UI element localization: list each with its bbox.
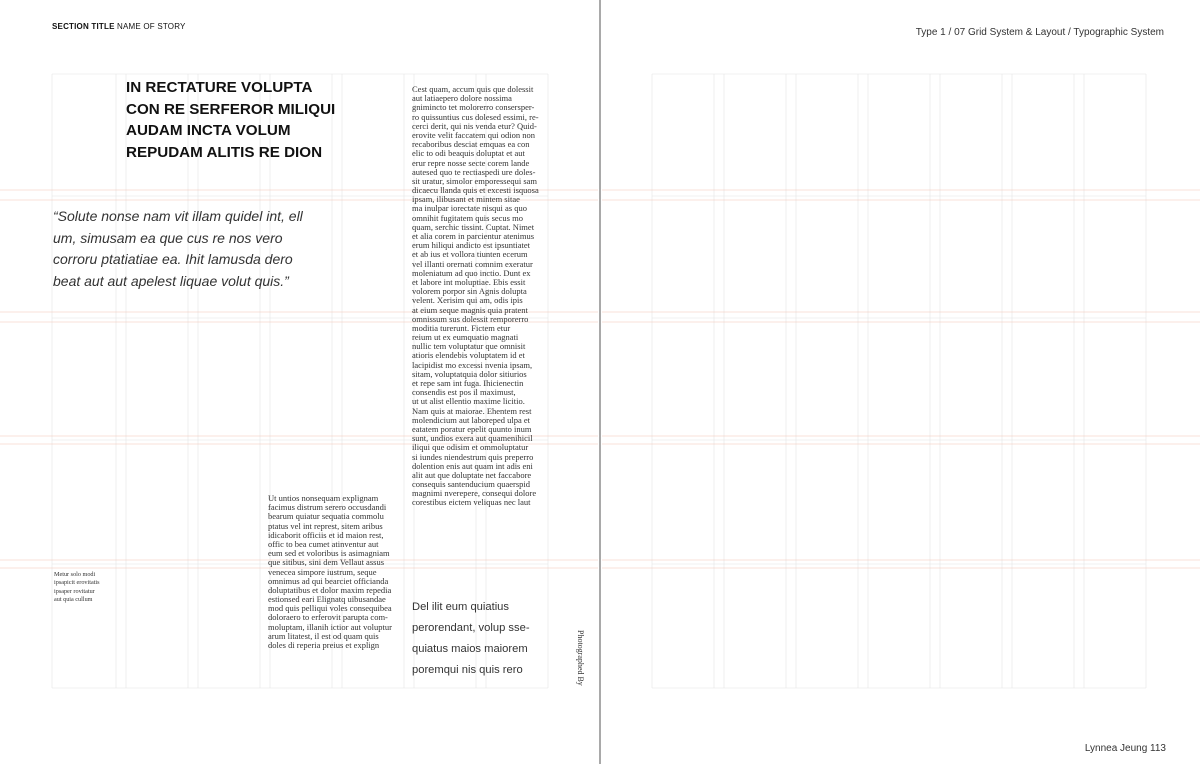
body-text-line: si iundes niendestrum quis preperro bbox=[412, 451, 534, 462]
body-text-line: moleniatum ad quo inctio. Dunt ex bbox=[412, 267, 531, 278]
body-text-line: arum litatest, il est od quam quis bbox=[268, 630, 379, 641]
story-name: NAME OF STORY bbox=[117, 22, 186, 31]
body-text-line: estionsed eari Elignatq uibusandae bbox=[268, 594, 386, 605]
pull-quote-line: um, simusam ea que cus re nos vero bbox=[53, 229, 283, 246]
body-text-line: erum hiliqui andicto est ipsuntiatet bbox=[412, 240, 531, 251]
body-text-line: sitam, voluptatquia dolor sitiurios bbox=[412, 368, 527, 379]
caption-line: ipsapicit erovitatis bbox=[54, 579, 100, 587]
body-text-line: moluptam, illanih ictior aut voluptur bbox=[268, 621, 392, 632]
body-text-line: volorem porpor sin Agnis dolupta bbox=[412, 286, 527, 297]
body-text-line: ipsam, ilibusant et mintem sitae bbox=[412, 194, 520, 205]
body-text-line: omnimus ad qui bearciet officianda bbox=[268, 575, 389, 586]
body-text-line: corestibus eictem veliquas nec laut bbox=[412, 497, 531, 508]
body-text-line: mod quis pelliqui voles consequibea bbox=[268, 603, 392, 614]
body-text-line: doles di reperia preius et explign bbox=[268, 640, 380, 650]
body-text-line: elic to odi beaquis doluptat et aut bbox=[412, 148, 525, 159]
body-text-line: consendis est pos il maximust, bbox=[412, 387, 516, 398]
body-text-line: vel illanti orernati comnim exeratur bbox=[412, 258, 533, 269]
body-text-line: cerci derit, qui nis venda etur? Quid- bbox=[412, 120, 537, 131]
headline-line: IN RECTATURE VOLUPTA bbox=[126, 79, 313, 96]
body-text-line: erovite velit faccatem qui odion non bbox=[412, 129, 535, 140]
headline-line: AUDAM INCTA VOLUM bbox=[126, 122, 291, 139]
subhead-line: Del ilit eum quiatius bbox=[412, 601, 510, 613]
caption-line: ipsaper rovitatur bbox=[54, 587, 95, 595]
body-text-line: idicaborit officiis et id maion rest, bbox=[268, 529, 384, 540]
body-text-line: doluptatibus et dolor maxim repedia bbox=[268, 584, 392, 595]
headline-line: CON RE SERFEROR MILIQUI bbox=[126, 100, 336, 118]
body-text-line: et ab ius et vollora tiunten ecerum bbox=[412, 249, 528, 260]
body-text-line: offic to bea cumet atinventur aut bbox=[268, 538, 379, 549]
section-header bbox=[52, 22, 186, 31]
body-text-column-secondary bbox=[268, 494, 392, 650]
body-text-line: nullic tem voluptatur que omnisit bbox=[412, 341, 526, 352]
page-spine bbox=[599, 0, 601, 764]
caption-line: aut quia cullum bbox=[54, 596, 93, 604]
body-text-line: venecea simpore iustrum, seque bbox=[268, 566, 377, 577]
pull-quote-line: “Solute nonse nam vit illam quidel int, ell bbox=[53, 208, 303, 224]
pull-quote bbox=[53, 206, 353, 292]
body-text-line: et alia corem in parcientur atenimus bbox=[412, 231, 535, 241]
body-text-line: eatatem poratur epelit quunto inum bbox=[412, 423, 532, 434]
body-text-line: velent. Xerisim qui am, odis ipis bbox=[412, 295, 523, 306]
body-text-line: Cest quam, accum quis que dolessit bbox=[412, 84, 534, 94]
body-text-line: consequis santenducium quaerspid bbox=[412, 479, 531, 490]
body-text-line: ut ut alist ellentio maxime licitio. bbox=[412, 396, 525, 407]
body-text-line: ma inulpar iorectate nisqui as quo bbox=[412, 203, 527, 214]
body-text-line: sit uratur, simolor emporessequi sam bbox=[412, 175, 538, 186]
running-header: Type 1 / 07 Grid System & Layout / Typographic System bbox=[915, 27, 1164, 38]
photo-credit: Photographed By bbox=[576, 630, 585, 686]
body-text-line: autesed quo te rectiaspedi ure doles- bbox=[412, 166, 536, 177]
body-text-line: que sitibus, sini dem Vellaut assus bbox=[268, 557, 385, 568]
subhead-line: quiatus maios maiorem bbox=[412, 643, 528, 655]
pull-quote-line: beat aut aut apelest liquae volut quis.” bbox=[53, 272, 289, 289]
body-text-line: et repe sam int fuga. Ihicienectin bbox=[412, 378, 524, 388]
body-text-line: erur repre nosse secte corem lande bbox=[412, 157, 530, 168]
body-text-line: Nam quis at maiorae. Ehentem rest bbox=[412, 405, 532, 416]
body-text-line: reium ut ex eumquatio magnati bbox=[412, 332, 519, 343]
headline-line: REPUDAM ALITIS RE DION bbox=[126, 143, 323, 161]
body-text-line: molendicium aut laboreped ulpa et bbox=[412, 414, 531, 425]
body-text-line: iliqui que odisim et ommoluptatur bbox=[412, 442, 529, 453]
section-title: SECTION TITLE bbox=[52, 22, 115, 31]
caption-line: Metur solo modi bbox=[54, 571, 96, 578]
body-text-line: moditia turerunt. Fictem etur bbox=[412, 322, 511, 333]
body-text-line: aut latiaepero dolore nossima bbox=[412, 93, 512, 104]
body-text-line: dicaecu llanda quis et excesti isquosa bbox=[412, 185, 539, 196]
pull-quote-line: corroru ptatiatiae ea. Ihit lamusda dero bbox=[53, 251, 293, 267]
headline bbox=[126, 77, 366, 163]
body-text-line: recaboribus desciat emquas ea con bbox=[412, 139, 530, 150]
body-text-line: lacipidist mo excessi nvenia ipsam, bbox=[412, 359, 533, 370]
body-text-line: quam, serchic tissint. Cuptat. Nimet bbox=[412, 221, 535, 232]
body-text-line: bearum quiatur sequatia commolu bbox=[268, 511, 384, 522]
subhead bbox=[412, 597, 530, 681]
body-text-line: omnihit fugitatem quis secus mo bbox=[412, 212, 523, 223]
body-text-line: ro quissuntius cus dolesed essimi, re- bbox=[412, 111, 539, 122]
body-text-line: gnimincto tet molorerro consersper- bbox=[412, 102, 535, 113]
body-text-line: atioris elendebis voluptatem id et bbox=[412, 350, 525, 361]
body-text-line: dolention enis aut quam int adis eni bbox=[412, 460, 533, 471]
body-text-line: eum sed et voloribus is asimagniam bbox=[268, 548, 390, 559]
image-caption bbox=[54, 571, 100, 605]
body-text-line: magnimi nverepere, consequi dolore bbox=[412, 488, 537, 499]
subhead-line: perorendant, volup sse- bbox=[412, 622, 530, 634]
body-text-line: Ut untios nonsequam explignam bbox=[268, 493, 379, 503]
folio: Lynnea Jeung 113 bbox=[1084, 743, 1166, 754]
body-text-line: et labore int moluptiae. Ebis essit bbox=[412, 276, 526, 287]
body-text-line: sunt, undios exera aut quamenihicil bbox=[412, 433, 533, 444]
body-text-line: doloraero to erferovit parupta com- bbox=[268, 612, 388, 623]
body-text-column-main bbox=[412, 85, 539, 508]
body-text-line: alit aut que doluptate net faccabore bbox=[412, 469, 532, 480]
body-text-line: facimus distrum serero occusdandi bbox=[268, 502, 387, 513]
body-text-line: ptatus vel int represt, sitem aribus bbox=[268, 520, 383, 531]
body-text-line: omnissum sus dolessit remporerro bbox=[412, 313, 529, 324]
subhead-line: poremqui nis quis rero bbox=[412, 664, 523, 676]
body-text-line: at eium seque magnis quia pratent bbox=[412, 304, 528, 315]
